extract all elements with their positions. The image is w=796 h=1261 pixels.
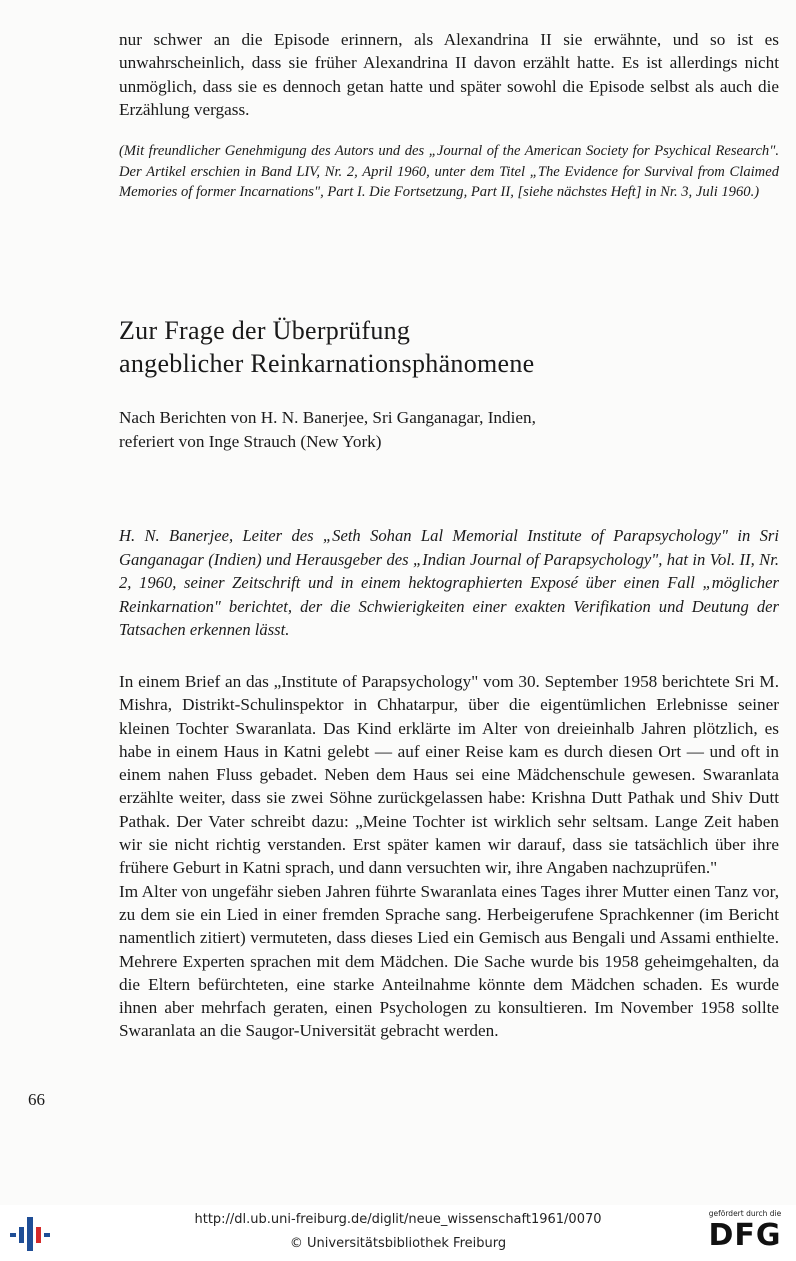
citation-note: (Mit freundlicher Genehmigung des Autors und des „Journal of the American Society for Psychical Research". Der Artikel erschien in Band LIV, Nr. 2, April 1960, unter dem Titel „The Evidence for Survival from Claimed Memories of former Incarnations", Part I. Die Fortsetzung, Part II, [siehe nächstes Heft] in Nr. 3, Juli 1960.)	[119, 143, 779, 200]
dfg-logo-icon	[700, 1209, 790, 1259]
title-line-1: Zur Frage der Überprüfung	[119, 316, 411, 345]
byline	[119, 406, 779, 454]
abstract-block	[119, 524, 779, 642]
footer-bar	[0, 1205, 796, 1261]
byline-line-1: Nach Berichten von H. N. Banerjee, Sri Ganganagar, Indien,	[119, 408, 536, 427]
body-paragraph-2: Im Alter von ungefähr sieben Jahren führte Swaranlata eines Tages ihrer Mutter einen Tanz vor, zu dem sie ein Lied in einer fremden Sprache sang. Herbeigerufene Sprachkenner (im Bericht namentlich zitiert) vermuteten, dass dieses Lied ein Gemisch aus Bengali und Assami enthielte. Mehrere Experten sprachen mit dem Mädchen. Die Sache wurde bis 1958 geheimgehalten, da die Eltern befürchteten, eine starke Anteilnahme könnte dem Mädchen schaden. Es wurde ihnen aber mehrfach geraten, einen Psychologen zu konsultieren. Im November 1958 sollte Swaranlata an die Saugor-Universität gebracht werden.	[119, 881, 779, 1041]
byline-line-2: referiert von Inge Strauch (New York)	[119, 432, 382, 451]
footer-url-link[interactable]: http://dl.ub.uni-freiburg.de/diglit/neue_wissenschaft1961/0070	[194, 1212, 602, 1227]
citation-block	[119, 141, 779, 203]
dfg-tagline: gefördert durch die	[708, 1209, 782, 1218]
title-line-2: angeblicher Reinkarnationsphänomene	[119, 349, 535, 378]
intro-paragraph: nur schwer an die Episode erinnern, als Alexandrina II sie erwähnte, und so ist es unwahrscheinlich, dass sie früher Alexandrina II davon erzählt hatte. Es ist allerdings nicht unmöglich, dass sie es dennoch getan hatte und später sowohl die Episode selbst als auch die Erzählung vergass.	[119, 30, 779, 119]
intro-block	[119, 28, 779, 121]
abstract-paragraph: H. N. Banerjee, Leiter des „Seth Sohan Lal Memorial Institute of Parapsychology" in Sri Ganganagar (Indien) und Herausgeber des „Indian Journal of Parapsychology", hat in Vol. II, Nr. 2, 1960, seiner Zeitschrift und in einem hektographierten Exposé über einen Fall „möglicher Reinkarnation" berichtet, der die Schwierigkeiten einer exakten Verifikation und Deutung der Tatsachen erkennen lässt.	[119, 526, 779, 640]
article-title	[119, 314, 779, 380]
page-number: 66	[28, 1090, 45, 1109]
body-block	[119, 670, 779, 1043]
body-paragraph-1: In einem Brief an das „Institute of Parapsychology" vom 30. September 1958 berichtete Sri M. Mishra, Distrikt-Schulinspektor in Chhatarpur, über die eigentümlichen Erlebnisse seiner kleinen Tochter Swaranlata. Das Kind erklärte im Alter von dreieinhalb Jahren plötzlich, es habe in einem Haus in Katni gelebt — auf einer Reise kam es durch diesen Ort — und oft in einem nahen Fluss gebadet. Neben dem Haus sei eine Mädchenschule gewesen. Swaranlata erzählte weiter, dass sie zwei Söhne zurückgelassen habe: Krishna Dutt Pathak und Shiv Dutt Pathak. Der Vater schreibt dazu: „Meine Tochter ist wirklich sehr seltsam. Lange Zeit haben wir sie nicht richtig verstanden. Erst später kamen wir darauf, dass sie tatsächlich über ihre frühere Geburt in Katni sprach, und dann versuchten wir, ihre Angaben nachzuprüfen."	[119, 672, 779, 878]
dfg-wordmark: DFG	[708, 1218, 782, 1253]
footer-copyright: © Universitätsbibliothek Freiburg	[289, 1236, 507, 1251]
